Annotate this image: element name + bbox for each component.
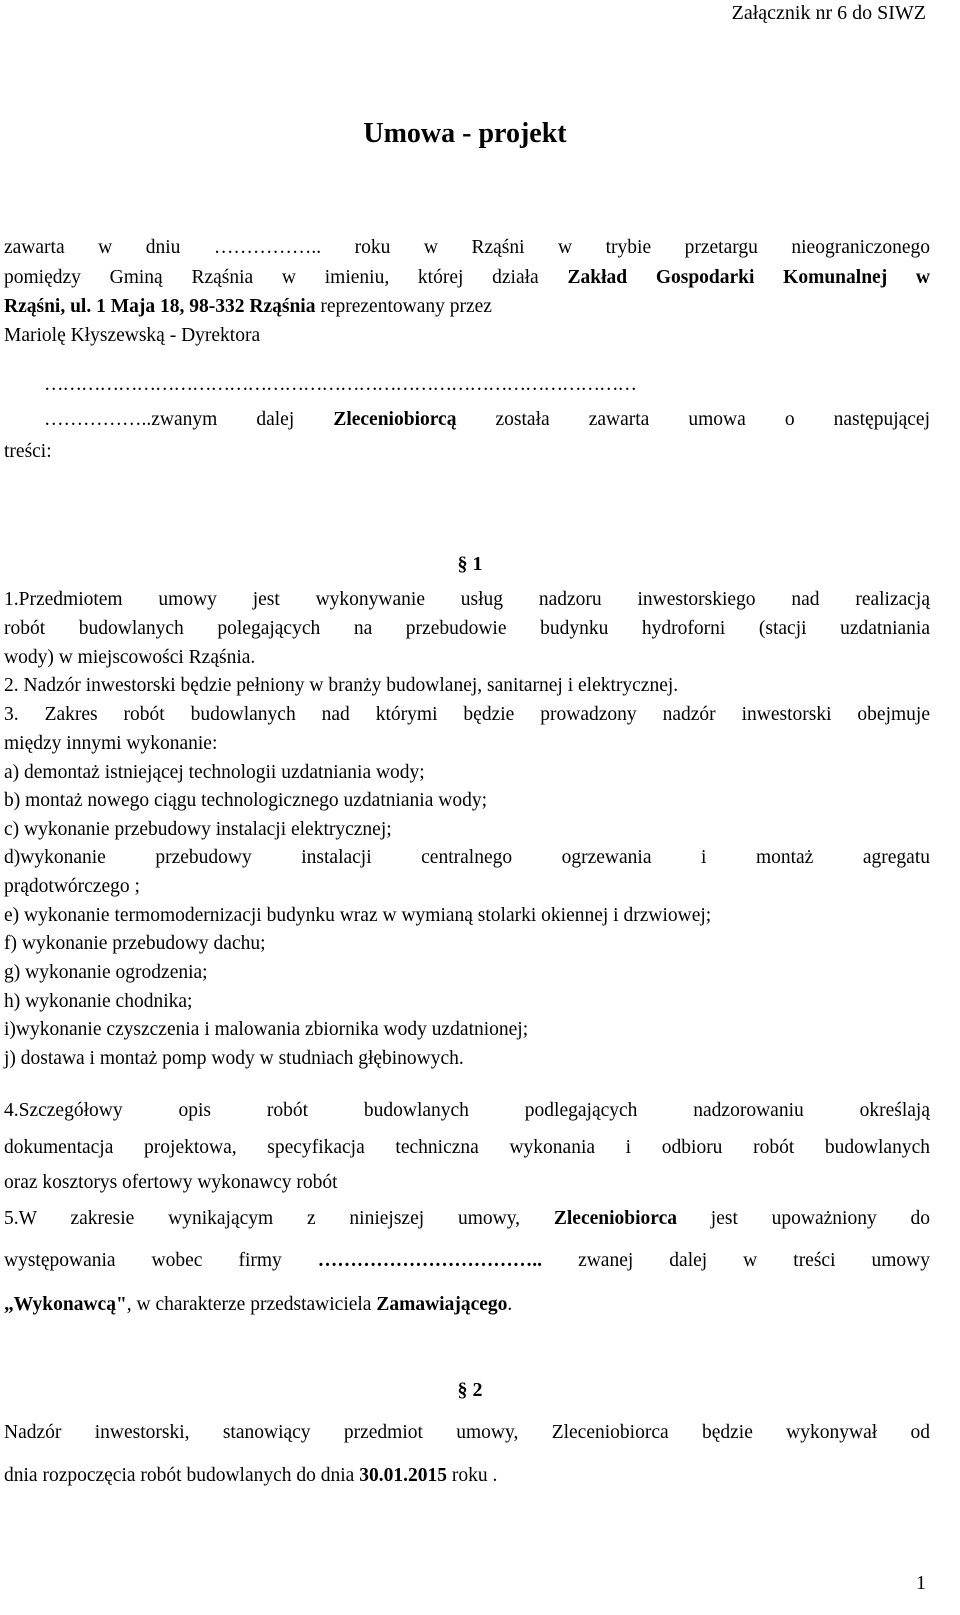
list-item: i)wykonanie czyszczenia i malowania zbiornika wody uzdatnionej;: [4, 1019, 529, 1040]
s1-p4-line-2: dokumentacja projektowa, specyfikacja techniczna wykonania i odbioru robót budowlanych: [4, 1137, 930, 1158]
list-item: prądotwórczego ;: [4, 876, 140, 897]
attachment-header: Załącznik nr 6 do SIWZ: [731, 2, 926, 24]
intro-line-2: pomiędzy Gminą Rząśnia w imieniu, której działa Zakład Gospodarki Komunalnej w: [4, 267, 931, 288]
end-date: 30.01.2015: [359, 1465, 447, 1486]
s2-line-2: dnia rozpoczęcia robót budowlanych do dnia 30.01.2015 roku .: [4, 1465, 498, 1486]
s1-p4-line-1: 4.Szczegółowy opis robót budowlanych podlegających nadzorowaniu określają: [4, 1100, 930, 1121]
intro-line-7: treści:: [4, 441, 52, 462]
party-name: Zakład Gospodarki Komunalnej w: [567, 267, 931, 288]
list-item: b) montaż nowego ciągu technologicznego uzdatniania wody;: [4, 790, 488, 811]
list-item: f) wykonanie przebudowy dachu;: [4, 933, 266, 954]
s1-p1-line-3: wody) w miejscowości Rząśnia.: [4, 647, 256, 668]
list-item: g) wykonanie ogrodzenia;: [4, 962, 208, 983]
list-item: c) wykonanie przebudowy instalacji elektrycznej;: [4, 819, 392, 840]
section-2-heading: § 2: [457, 1379, 483, 1401]
s1-p2: 2. Nadzór inwestorski będzie pełniony w branży budowlanej, sanitarnej i elektrycznej.: [4, 675, 679, 696]
s1-p4-line-3: oraz kosztorys ofertowy wykonawcy robót: [4, 1172, 338, 1193]
s1-p3-line-1: 3. Zakres robót budowlanych nad którymi będzie prowadzony nadzór inwestorski obejmuje: [4, 704, 930, 725]
intro-line-4: Mariolę Kłyszewską - Dyrektora: [4, 325, 261, 346]
intro-line-1: zawarta w dniu …………….. roku w Rząśni w trybie przetargu nieograniczonego: [4, 237, 930, 258]
document-title: Umowa - projekt: [363, 118, 567, 149]
intro-line-3: Rząśni, ul. 1 Maja 18, 98-332 Rząśnia reprezentowany przez: [4, 296, 492, 317]
list-item: j) dostawa i montaż pomp wody w studniach głębinowych.: [4, 1048, 464, 1069]
intro-date-placeholder: zawarta w dniu ……………..: [4, 237, 322, 258]
contractor-placeholder-line: ……………………………………………………………………………………: [44, 374, 636, 395]
s1-p1-line-2: robót budowlanych polegających na przebudowie budynku hydroforni (stacji uzdatniania: [4, 618, 930, 639]
list-item: e) wykonanie termomodernizacji budynku wraz w wymianą stolarki okiennej i drzwiowej;: [4, 905, 712, 926]
party-address: Rząśni, ul. 1 Maja 18, 98-332 Rząśnia: [4, 296, 316, 317]
section-1-heading: § 1: [457, 553, 483, 575]
page-number: 1: [916, 1572, 926, 1594]
contractor-role: Zleceniobiorcą: [333, 409, 457, 430]
s1-p5-line-3: „Wykonawcą", w charakterze przedstawiciela Zamawiającego.: [4, 1294, 513, 1315]
s2-line-1: Nadzór inwestorski, stanowiący przedmiot umowy, Zleceniobiorca będzie wykonywał od: [4, 1422, 930, 1443]
firm-placeholder: ……………………………..: [317, 1250, 543, 1271]
s1-p1-line-1: 1.Przedmiotem umowy jest wykonywanie usług nadzoru inwestorskiego nad realizacją: [4, 589, 930, 610]
list-item: h) wykonanie chodnika;: [4, 991, 193, 1012]
intro-line-6: ……………..zwanym dalej Zleceniobiorcą została zawarta umowa o następującej: [44, 409, 931, 430]
s1-p5-line-1: 5.W zakresie wynikającym z niniejszej umowy, Zleceniobiorca jest upoważniony do: [4, 1208, 931, 1229]
s1-p3-line-2: między innymi wykonanie:: [4, 733, 218, 754]
list-item: a) demontaż istniejącej technologii uzdatniania wody;: [4, 762, 425, 783]
s1-p5-line-2: występowania wobec firmy …………………………….. zwanej dalej w treści umowy: [4, 1250, 931, 1271]
list-item: d)wykonanie przebudowy instalacji centralnego ogrzewania i montaż agregatu: [4, 847, 930, 868]
contractor-role: Zleceniobiorca: [553, 1208, 677, 1229]
